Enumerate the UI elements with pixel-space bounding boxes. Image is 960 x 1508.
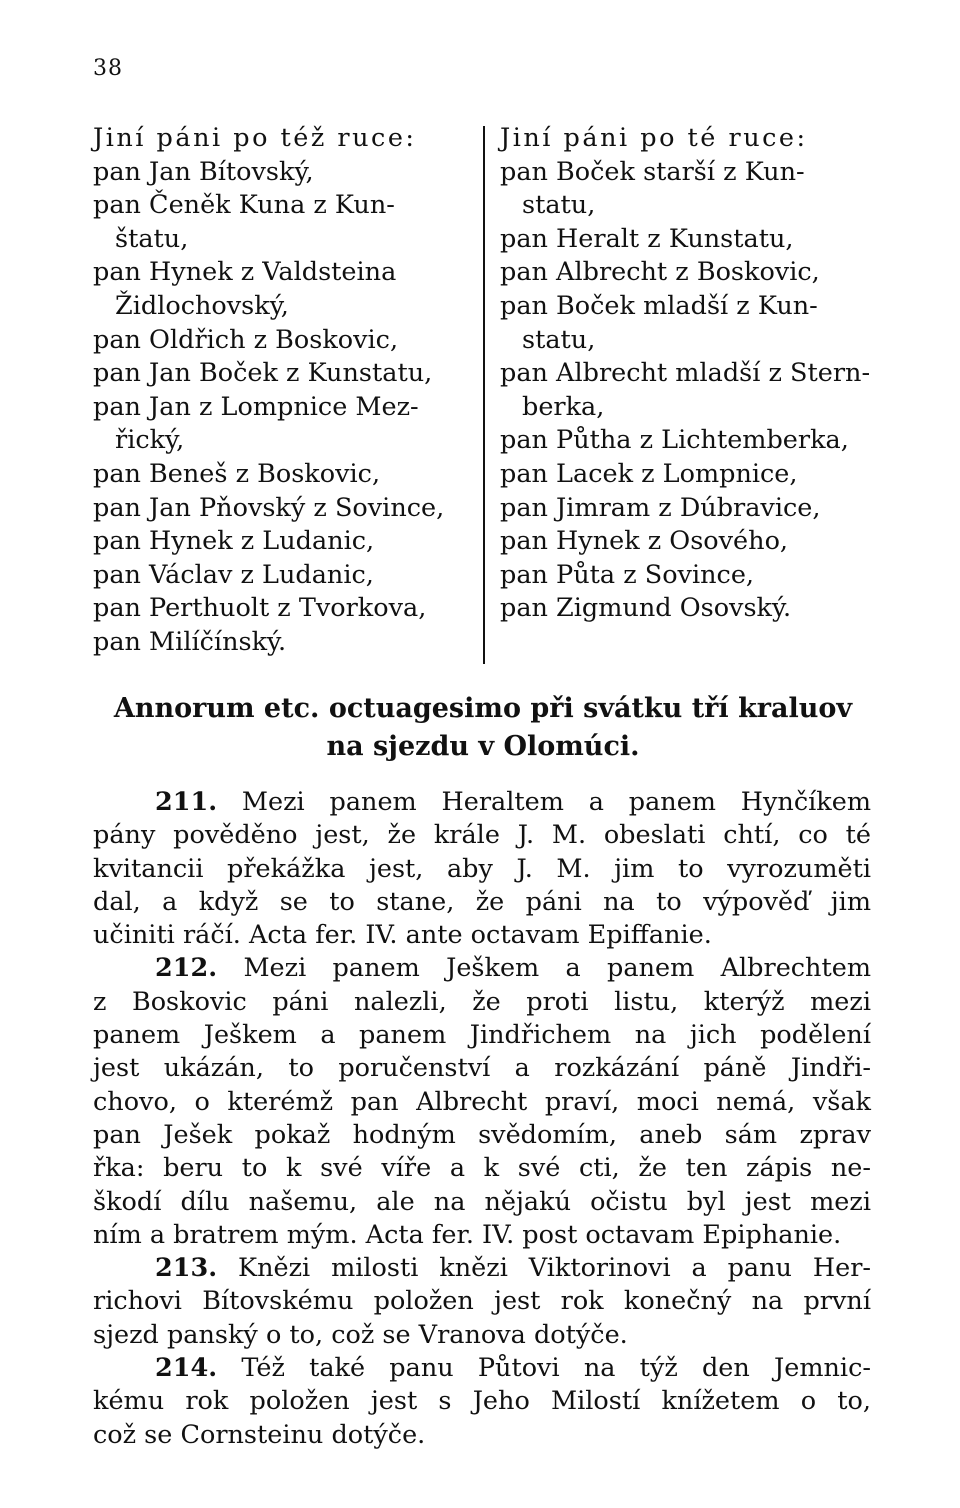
name-entry: pan Milíčínský. [93,626,287,657]
section-heading [93,690,873,766]
name-entry: pan Perthuolt z Tvorkova, [93,593,427,624]
paragraph [93,1352,871,1452]
name-entry: řický, [115,425,185,456]
name-entry: pan Čeněk Kuna z Kun- [93,190,395,221]
paragraph-line: kému rok položen jest s Jeho Milostí knížetem o to, [93,1386,871,1417]
left-column-heading: Jiní páni po též ruce: [93,123,417,153]
paragraph-line: dal, a když se to stane, že páni na to výpověď jim [93,886,871,917]
paragraph-first-line-text: Mezi panem Ješkem a panem Albrechtem [243,953,872,984]
page-number: 38 [93,56,123,81]
paragraph-number: 213. [155,1253,218,1284]
name-entry: statu, [522,324,596,355]
name-entry: pan Jimram z Dúbravice, [500,492,821,523]
paragraph-line: pány pověděno jest, že krále J. M. obeslati chtí, co té [93,820,871,851]
paragraph-number: 214. [155,1353,218,1384]
name-entry: pan Albrecht z Boskovic, [500,257,820,288]
paragraph [93,786,871,952]
section-heading-line-2: na sjezdu v Olomúci. [326,731,640,762]
paragraph-line: richovi Bítovskému položen jest rok konečný na první [93,1286,871,1317]
paragraph-line: panem Ješkem a panem Jindřichem na jich podělení [93,1020,871,1051]
paragraph [93,952,871,1252]
name-entry: pan Boček mladší z Kun- [500,290,818,321]
right-column-heading: Jiní páni po té ruce: [500,123,808,153]
name-entry: pan Jan Bítovský, [93,156,314,187]
left-column-list [93,156,473,660]
column-divider [483,126,485,664]
name-entry: pan Václav z Ludanic, [93,559,374,590]
name-entry: pan Hynek z Osového, [500,526,789,557]
paragraph-number: 212. [155,953,218,984]
paragraph-number: 211. [155,787,218,817]
name-entry: pan Lacek z Lompnice, [500,458,798,489]
left-column [93,122,473,660]
name-entry: pan Hynek z Ludanic, [93,526,375,557]
paragraph-line: řka: beru to k své víře a k své cti, že ten zápis ne- [93,1153,871,1184]
name-entry: pan Zigmund Osovský. [500,593,792,624]
body-text [93,786,871,1452]
name-entry: pan Půtha z Lichtemberka, [500,425,849,456]
name-entry: statu, [522,190,596,221]
paragraph-line: sjezd panský o to, což se Vranova dotýče. [93,1319,628,1350]
paragraph-first-line [93,952,871,985]
name-entry: pan Beneš z Boskovic, [93,458,381,489]
right-column-list [500,156,890,626]
paragraph-first-line-text: Též také panu Půtovi na týž den Jemnic- [241,1353,871,1384]
name-entry: pan Hynek z Valdsteina [93,257,397,288]
paragraph-first-line [93,1352,871,1385]
paragraph-first-line [93,1252,871,1285]
name-entry: berka, [522,391,605,422]
paragraph-line: kvitancii překážka jest, aby J. M. jim to vyrozuměti [93,853,871,884]
name-entry: pan Boček starší z Kun- [500,156,805,187]
paragraph [93,1252,871,1352]
paragraph-first-line-text: Knězi milosti knězi Viktorinovi a panu Her- [238,1253,872,1284]
section-heading-line-1: Annorum etc. octuagesimo při svátku tří kraluov [113,693,853,724]
name-entry: štatu, [115,223,189,254]
paragraph-line: jest ukázán, to poručenství a rozkázání páně Jindři- [93,1053,871,1084]
name-entry: Židlochovský, [115,290,289,321]
paragraph-line: škodí dílu našemu, ale na nějakú očistu byl jest mezi [93,1186,871,1217]
name-entry: pan Jan Boček z Kunstatu, [93,358,433,389]
paragraph-first-line-text: Mezi panem Heraltem a panem Hynčíkem [241,787,871,817]
name-entry: pan Půta z Sovince, [500,559,755,590]
name-entry: pan Jan Pňovský z Sovince, [93,492,445,523]
paragraph-line: učiniti ráčí. Acta fer. IV. ante octavam Epiffanie. [93,920,712,951]
paragraph-line: chovo, o kterémž pan Albrecht praví, moci nemá, však [93,1086,871,1117]
name-entry: pan Oldřich z Boskovic, [93,324,399,355]
name-entry: pan Heralt z Kunstatu, [500,223,794,254]
paragraph-line: ním a bratrem mým. Acta fer. IV. post octavam Epiphanie. [93,1219,842,1250]
name-entry: pan Jan z Lompnice Mez- [93,391,419,422]
paragraph-first-line [93,786,871,819]
paragraph-line: z Boskovic páni nalezli, že proti listu, kterýž mezi [93,986,871,1017]
right-column [500,122,890,626]
name-entry: pan Albrecht mladší z Stern- [500,358,871,389]
paragraph-line: což se Cornsteinu dotýče. [93,1419,426,1450]
paragraph-line: pan Ješek pokaž hodným svědomím, aneb sám zprav [93,1119,871,1150]
